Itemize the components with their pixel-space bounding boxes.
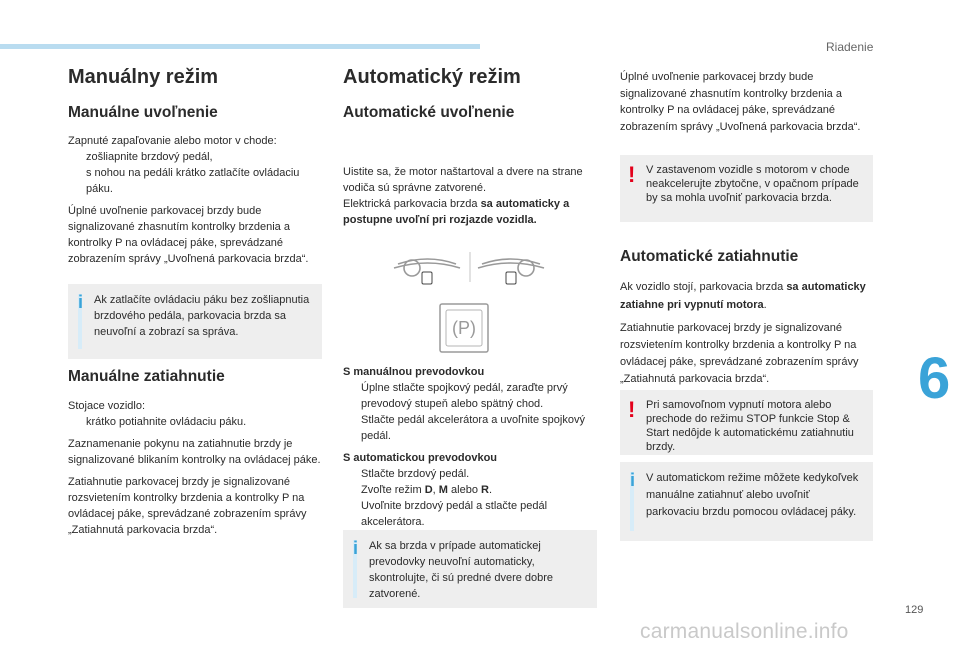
manual-release-heading: Manuálne uvoľnenie bbox=[68, 104, 218, 121]
section-name: Riadenie bbox=[826, 40, 874, 54]
manual-apply-p2: Zatiahnutie parkovacej brzdy je signalizované rozsvietením kontrolky brzdenia a kontrolky P na ovládacej páke, sprevádzané zobrazením správy „Zatiahnutá parkovacia brzda“. bbox=[68, 476, 307, 536]
list-item: Stlačte brzdový pedál. bbox=[361, 468, 470, 480]
chapter-number: 6 bbox=[918, 346, 951, 411]
list-item: krátko potiahnite ovládaciu páku. bbox=[86, 416, 247, 428]
note-text: Ak sa brzda v prípade automatickej prevodovky neuvoľní automaticky, skontrolujte, či sú predné dvere dobre zatvorené. bbox=[369, 540, 554, 600]
list-item: Stlačte pedál akcelerátora a uvoľnite spojkový pedál. bbox=[361, 414, 585, 442]
svg-text:(P): (P) bbox=[452, 318, 476, 338]
manual-gearbox-heading: S manuálnou prevodovkou bbox=[343, 366, 485, 378]
auto-gearbox-heading: S automatickou prevodovkou bbox=[343, 452, 498, 464]
auto-apply-p1: Ak vozidlo stojí, parkovacia brzda sa automaticky zatiahne pri vypnutí motora. bbox=[620, 281, 866, 311]
warning-note bbox=[620, 155, 873, 222]
manual-apply-p1: Zaznamenanie pokynu na zatiahnutie brzdy je signalizované blikaním kontrolky na ovládacej páke. bbox=[68, 438, 321, 466]
right-column-lower bbox=[620, 248, 874, 388]
left-column bbox=[68, 66, 324, 267]
auto-apply-heading: Automatické zatiahnutie bbox=[620, 248, 799, 265]
info-icon: i bbox=[78, 292, 84, 312]
info-note bbox=[620, 462, 873, 541]
note-text: Ak zatlačíte ovládaciu páku bez zošliapnutia brzdového pedála, parkovacia brzda sa neuvoľní a zobrazí sa správa. bbox=[94, 294, 310, 338]
info-note bbox=[68, 284, 322, 359]
watermark: carmanualsonline.info bbox=[640, 620, 849, 643]
manual-release-confirm: Úplné uvoľnenie parkovacej brzdy bude signalizované zhasnutím kontrolky brzdenia a kontrolky P na ovládacej páke, sprevádzané zobrazením správy „Uvoľnená parkovacia brzda“. bbox=[68, 205, 309, 265]
info-note bbox=[343, 530, 597, 608]
manual-apply-intro: Stojace vozidlo: bbox=[68, 400, 146, 412]
warning-icon: ! bbox=[628, 162, 636, 187]
parking-brake-illustration bbox=[384, 246, 554, 356]
right-column bbox=[620, 69, 874, 135]
auto-release-p2: Elektrická parkovacia brzda sa automaticky a postupne uvoľní pri rozjazde vozidla. bbox=[343, 198, 570, 226]
auto-release-heading: Automatické uvoľnenie bbox=[343, 104, 515, 121]
manual-apply-heading: Manuálne zatiahnutie bbox=[68, 368, 225, 385]
auto-release-p1: Uistite sa, že motor naštartoval a dvere na strane vodiča sú správne zatvorené. bbox=[343, 166, 583, 194]
middle-column bbox=[343, 66, 597, 228]
list-item: zošliapnite brzdový pedál, bbox=[86, 151, 213, 163]
auto-apply-p2: Zatiahnutie parkovacej brzdy je signalizované rozsvietením kontrolky brzdenia a kontrolky P na ovládacej páke, sprevádzané zobrazením správy „Zatiahnutá parkovacia brzda“. bbox=[620, 322, 859, 385]
header-bar bbox=[0, 44, 480, 49]
list-item: s nohou na pedáli krátko zatlačíte ovládaciu páku. bbox=[86, 167, 300, 195]
left-column-lower bbox=[68, 368, 324, 538]
list-item: Uvoľnite brzdový pedál a stlačte pedál akcelerátora. bbox=[361, 500, 548, 528]
manual-mode-title: Manuálny režim bbox=[68, 66, 219, 88]
info-icon: i bbox=[630, 470, 636, 490]
list-item: Úplne stlačte spojkový pedál, zaraďte prvý prevodový stupeň alebo spätný chod. bbox=[361, 382, 568, 410]
auto-mode-title: Automatický režim bbox=[343, 66, 521, 88]
note-text: V automatickom režime môžete kedykoľvek manuálne zatiahnuť alebo uvoľniť parkovaciu brzdu pomocou ovládacej páky. bbox=[646, 472, 859, 518]
note-text: Pri samovoľnom vypnutí motora alebo prechode do režimu STOP funkcie Stop & Start nedôjde k automatickému zatiahnutiu brzdy. bbox=[646, 399, 854, 453]
note-text: V zastavenom vozidle s motorom v chode neakcelerujte zbytočne, v opačnom prípade by sa mohla uvoľniť parkovacia brzda. bbox=[646, 164, 859, 204]
auto-release-confirm: Úplné uvoľnenie parkovacej brzdy bude signalizované zhasnutím kontrolky brzdenia a kontrolky P na ovládacej páke, sprevádzané zobrazením správy „Uvoľnená parkovacia brzda“. bbox=[620, 71, 861, 133]
warning-note bbox=[620, 390, 873, 455]
info-icon: i bbox=[353, 538, 359, 558]
middle-column-lower bbox=[343, 364, 597, 530]
warning-icon: ! bbox=[628, 397, 636, 422]
page-number: 129 bbox=[905, 604, 924, 616]
list-item: Zvoľte režim D, M alebo R. bbox=[361, 484, 493, 496]
manual-release-intro: Zapnuté zapaľovanie alebo motor v chode: bbox=[68, 135, 277, 147]
